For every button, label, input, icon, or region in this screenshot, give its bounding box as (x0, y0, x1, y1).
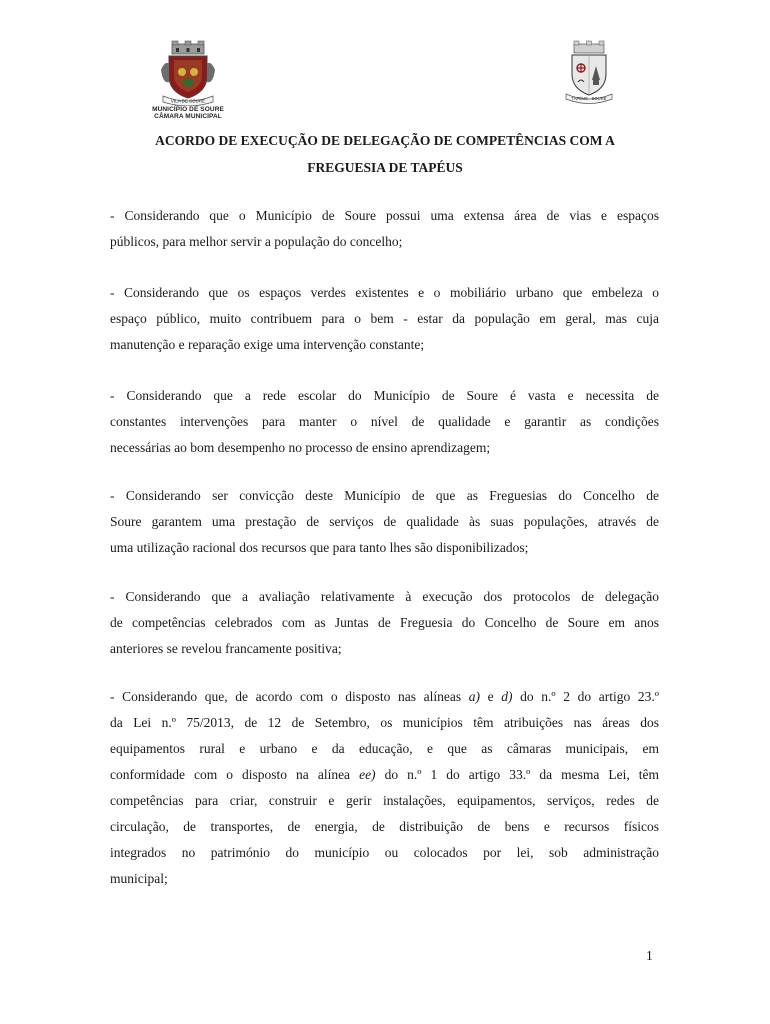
soure-shield-icon (155, 40, 221, 106)
paragraph-2: - Considerando que os espaços verdes existentes e o mobiliário urbano que embeleza o espaço público, muito contribuem para o bem - estar da população em geral, mas cuja manutenção e reparação exige uma intervenção constante; (110, 285, 659, 352)
tapeus-shield-icon (562, 40, 616, 106)
tapeus-coat-of-arms (562, 40, 616, 106)
page-number: 1 (646, 948, 653, 963)
document-title-line2: FREGUESIA DE TAPÉUS (307, 160, 463, 175)
paragraph-3: - Considerando que a rede escolar do Município de Soure é vasta e necessita de constantes intervenções para manter o nível de qualidade e garantir as condições necessárias ao bom desempenho no processo de ensino aprendizagem; (110, 388, 659, 455)
paragraph-4: - Considerando ser convicção deste Município de que as Freguesias do Concelho de Soure garantem uma prestação de serviços de qualidade às suas populações, através de uma utilização racional dos recursos que para tanto lhes são disponibilizados; (110, 488, 659, 555)
svg-text:VILA DE SOURE: VILA DE SOURE (170, 98, 206, 104)
paragraph-6: - Considerando que, de acordo com o disposto nas alíneas a) e d) do n.º 2 do artigo 23.º da Lei n.º 75/2013, de 12 de Setembro, os municípios têm atribuições nas áreas dos equipamentos rural e urbano e da educação, e que as câmaras municipais, em conformidade com o disposto na alínea ee) do n.º 1 do artigo 33.º da mesma Lei, têm competências para criar, construir e gerir instalações, equipamentos, serviços, redes de circulação, de transportes, de energia, de distribuição de bens e recursos físicos integrados no património do município ou colocados por lei, sob administração municipal; (110, 684, 659, 892)
svg-text:TAPÉUS - SOURE: TAPÉUS - SOURE (571, 96, 607, 101)
paragraph-5: - Considerando que a avaliação relativamente à execução dos protocolos de delegação de competências celebrados com as Juntas de Freguesia do Concelho de Soure em anos anteriores se revelou francamente positiva; (110, 589, 659, 656)
logo-caption-line1: MUNICÍPIO DE SOURE (152, 106, 224, 113)
paragraph-1: - Considerando que o Município de Soure possui uma extensa área de vias e espaços públicos, para melhor servir a população do concelho; (110, 208, 659, 249)
paragraph-6-line4: conformidade com o disposto na alínea ee) do n.º 1 do artigo 33.º da mesma Lei, têm (110, 767, 659, 782)
document-title-line1: ACORDO DE EXECUÇÃO DE DELEGAÇÃO DE COMPETÊNCIAS COM A (155, 133, 615, 148)
soure-coat-of-arms (148, 40, 228, 126)
paragraph-6-line1: - Considerando que, de acordo com o disposto nas alíneas a) e d) do n.º 2 do artigo 23.º (110, 689, 659, 704)
logo-caption-line2: CÂMARA MUNICIPAL (154, 113, 222, 120)
